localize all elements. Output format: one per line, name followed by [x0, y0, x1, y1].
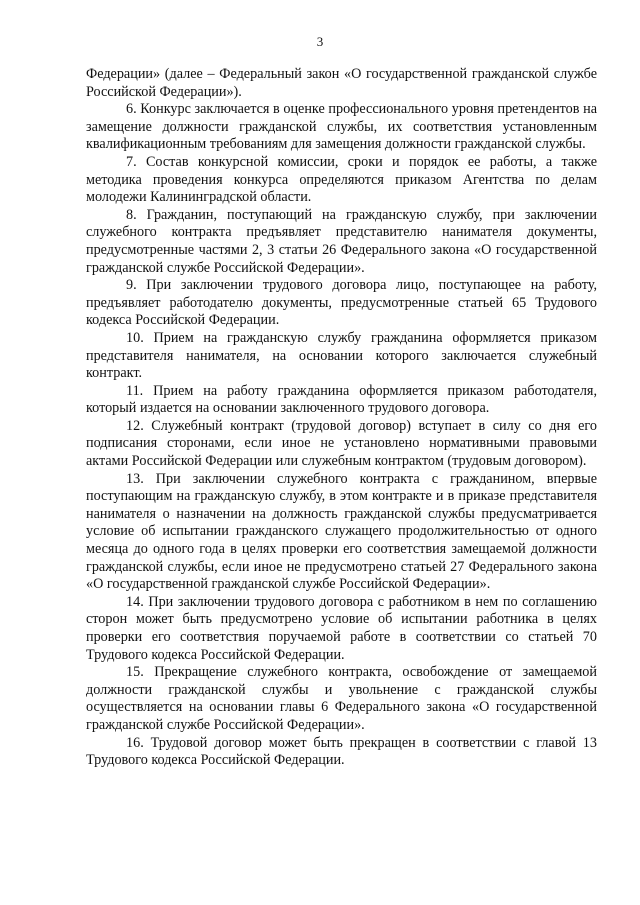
paragraph-item-10: 10. Прием на гражданскую службу гражданина оформляется приказом представителя нанимателя, на основании которого заключается служебный контракт. — [86, 329, 597, 382]
paragraph-item-9: 9. При заключении трудового договора лицо, поступающее на работу, предъявляет работодателю документы, предусмотренные статьей 65 Трудового кодекса Российской Федерации. — [86, 277, 597, 329]
paragraph-continuation: Федерации» (далее – Федеральный закон «О государственной гражданской службе Российской Федерации»). — [86, 66, 597, 100]
paragraph-item-8: 8. Гражданин, поступающий на гражданскую службу, при заключении служебного контракта предъявляет представителю нанимателя документы, предусмотренные частями 2, 3 статьи 26 Федерального закона «О государственной гражданской службе Российской Федерации». — [86, 206, 597, 276]
paragraph-item-6: 6. Конкурс заключается в оценке профессионального уровня претендентов на замещение должности гражданской службы, их соответствия установленным квалификационным требованиям для замещения должности гражданской службы. — [86, 101, 597, 153]
paragraph-item-13: 13. При заключении служебного контракта с гражданином, впервые поступающим на гражданскую службу, в этом контракте и в приказе представителя нанимателя о назначении на должность гражданской службы предусматривается условие об испытании гражданского служащего продолжительностью от одного месяца до одного года в целях проверки его соответствия замещаемой должности гражданской службы, если иное не предусмотрено статьей 27 Федерального закона «О государственной гражданской службе Российской Федерации». — [86, 470, 597, 593]
paragraph-item-14: 14. При заключении трудового договора с работником в нем по соглашению сторон может быть предусмотрено условие об испытании работника в целях проверки его соответствия поручаемой работе в соответствии со статьей 70 Трудового кодекса Российской Федерации. — [86, 593, 597, 663]
paragraph-item-12: 12. Служебный контракт (трудовой договор) вступает в силу со дня его подписания сторонами, если иное не установлено нормативными правовыми актами Российской Федерации или служебным контрактом (трудовым договором). — [86, 417, 597, 470]
page-number: 3 — [316, 34, 324, 49]
paragraph-item-7: 7. Состав конкурсной комиссии, сроки и порядок ее работы, а также методика проведения конкурса определяются приказом Агентства по делам молодежи Калининградской области. — [86, 153, 597, 206]
document-body — [86, 66, 597, 770]
paragraph-item-15: 15. Прекращение служебного контракта, освобождение от замещаемой должности гражданской службы и увольнение с гражданской службы осуществляется на основании главы 6 Федерального закона «О государственной гражданской службе Российской Федерации». — [86, 664, 597, 733]
paragraph-item-16: 16. Трудовой договор может быть прекращен в соответствии с главой 13 Трудового кодекса Российской Федерации. — [86, 734, 597, 769]
paragraph-item-11: 11. Прием на работу гражданина оформляется приказом работодателя, который издается на основании заключенного трудового договора. — [86, 382, 597, 417]
